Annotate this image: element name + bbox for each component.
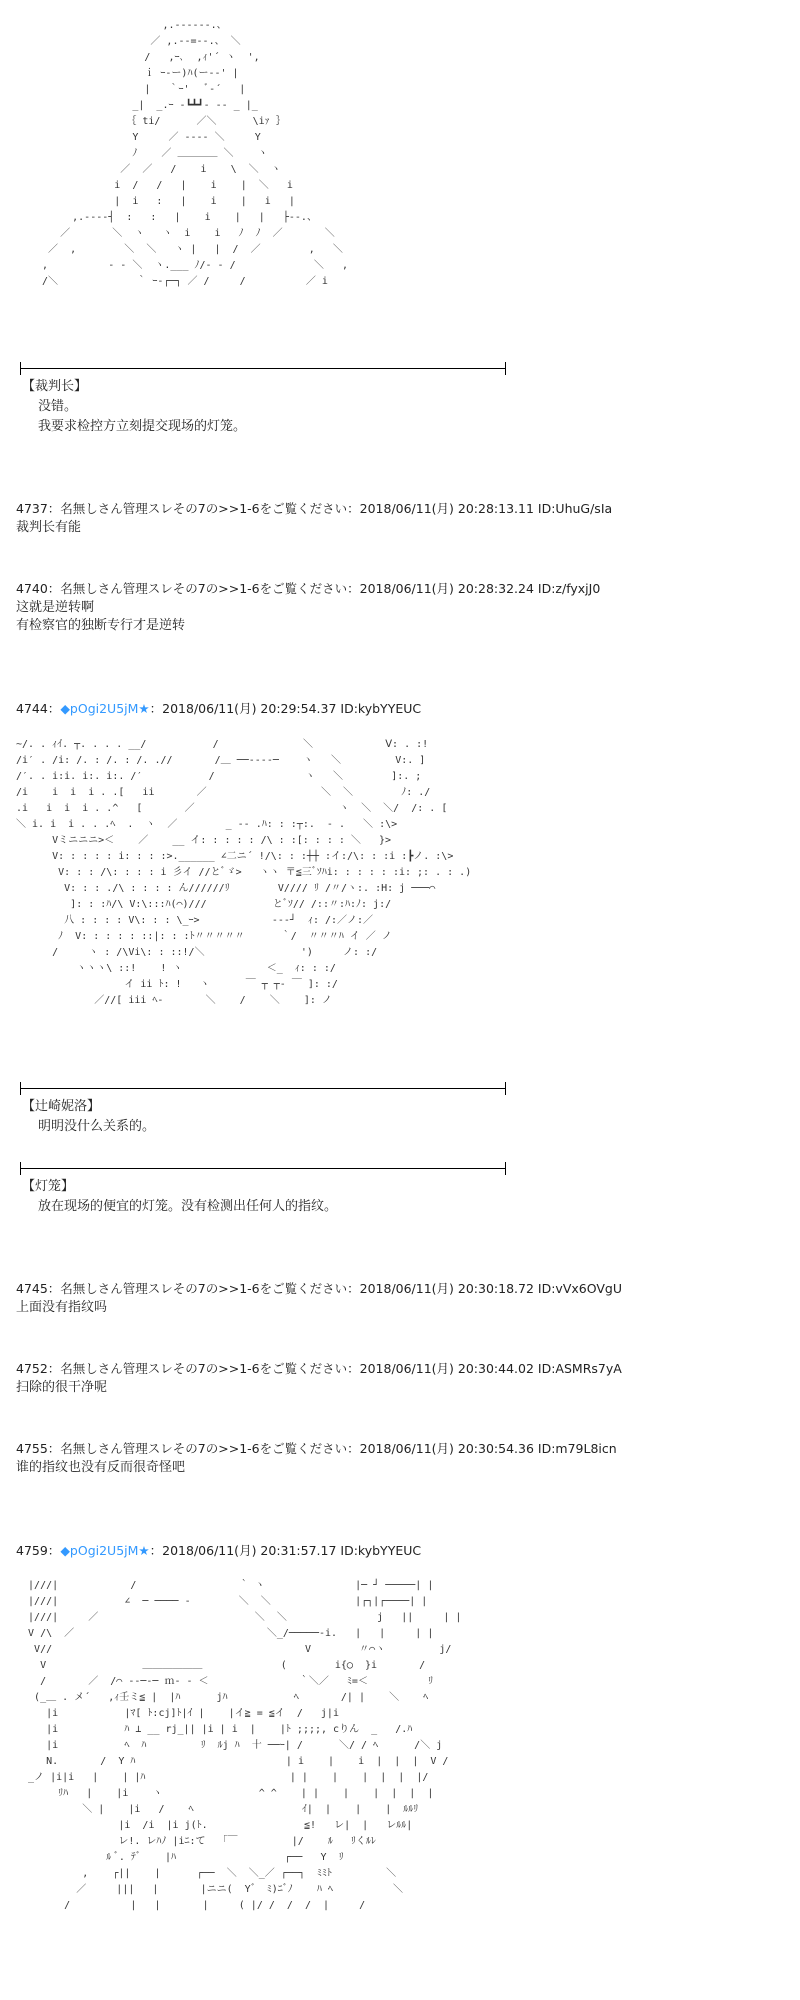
post-body: 有检察官的独断专行才是逆转 [16, 618, 186, 633]
post-meta: ：2018/06/11(月) 20:29:54.37 ID:kybYYEUC [149, 701, 422, 716]
speaker-label: 【裁判长】 [22, 379, 88, 394]
post-header: 4752：名無しさん管理スレその7の>>1-6をご覧ください：2018/06/11(月) 20:30:44.02 ID:ASMRs7yA [16, 1361, 622, 1376]
star-icon: ★ [138, 701, 150, 716]
divider-rule [20, 1168, 506, 1169]
speaker-label: 【辻崎妮洛】 [22, 1099, 101, 1114]
dialogue-line: 没错。 [38, 399, 78, 414]
post-number: 4759： [16, 1543, 61, 1558]
ascii-art-character: |///| / ｀ ヽ |─ ┘ ─────| | |///| ∠ ─ ──── ‐ ＼ ＼ |┌┐|┌────| | |///| ／ ＼ ＼ j || | | V /\ ／ ＼_/─────‐i. | | | | V// V 〃⌒ヽ j/ V ＿＿＿＿＿＿ ( i{◯ }i / / ／ /⌒ ‐‐─‐─ ｍ‐ ‐ ＜ ｀＼／ ﾐ=＜ ﾘ (_＿ . メ´ ,ｨ壬ミ≦ | |ﾊ jﾊ ﾍ /| | ＼ ﾍ |i |ﾏ[ ﾄ:cj]ﾄ|ｲ | |イ≧ = ≦イ / j|i |i ﾊ ⊥ __ rj_|| |i | i | |ﾄ ;;;;, cりん _ /.ﾊ |i ﾍ ﾊ ﾘ ﾙj ﾊ 十 ──ｰ| / ＼/ / ﾍ /＼ j N. / Y ﾊ | i | i | | | V / _ノ |i|i | | |ﾊ | | | | | | |/ ﾘﾊ | |i ヽ ^ ^ | | | | | | | ＼ | |i / ﾍ ｲ| | | | ﾙﾙﾘ |i /i |i j(ﾄ. ≦! レ| | レﾙﾙ| レ!. レﾊﾉ |iﾆ:て 「￣ |/ ﾙ ﾘくﾙﾚ ﾙ ﾞ. ﾃﾞ |ﾊ ┌── Y ﾘ , ┌|| | ┌── ＼ ＼_／ ┌──┐ ﾐﾐﾄ ＼ ／ ||| | |ニニ( Y゛ ﾐ)ﾆﾞﾉ ﾊ ﾍ ＼ / | | | ( |/ / / / | / [28, 1580, 462, 1911]
post-body: 这就是逆转啊 [16, 600, 95, 615]
author-post-header [16, 700, 421, 718]
post-header: 4737：名無しさん管理スレその7の>>1-6をご覧ください：2018/06/11(月) 20:28:13.11 ID:UhuG/sIa [16, 501, 613, 516]
post-header: 4745：名無しさん管理スレその7の>>1-6をご覧ください：2018/06/11(月) 20:30:18.72 ID:vVx6OVgU [16, 1281, 622, 1296]
author-trip: ◆pOgi2U5jM [60, 701, 139, 716]
post-meta: ：2018/06/11(月) 20:31:57.17 ID:kybYYEUC [149, 1543, 422, 1558]
author-trip: ◆pOgi2U5jM [60, 1543, 139, 1558]
dialogue-line: 放在现场的便宜的灯笼。没有检测出任何人的指纹。 [38, 1199, 338, 1214]
author-post-header [16, 1542, 421, 1560]
post-header: 4755：名無しさん管理スレその7の>>1-6をご覧ください：2018/06/11(月) 20:30:54.36 ID:m79L8icn [16, 1441, 617, 1456]
dialogue-line: 明明没什么关系的。 [38, 1119, 156, 1134]
ascii-art-judge: ,.-‐‐‐‐-.、 ／ ,.-‐=‐-.、 ＼ / ,ｰ､ ,ｨ'´ ヽ ', ｉ ｰ‐ー)ﾊ(ー‐‐' | | ｀ｰ' ﾞ‐´ | _| _.ｰ ‐┗┻┛‐ ‐- _ |_ ｛ ti/ ／＼ \iｧ ｝ Y ／ ‐‐‐‐ ＼ Y ﾉ ／ ＿＿＿＿ ＼ ヽ ／ ／ / i \ ＼ ヽ i / / | i | ＼ i | i : | i | i | ,.---‐┤ : : | i | | ├‐-.、 ／ ＼ ヽ ヽ i i ﾉ ﾉ ／ ＼ ／ , ＼ ＼ ヽ | | / ／ , ＼ , ‐ ‐ ＼ ヽ.___ ﾉ/‐ ‐ / ＼ , /＼ ｀ ｰ-┌─┐ ／ / / ／ i [42, 20, 348, 287]
post-body: 谁的指纹也没有反而很奇怪吧 [16, 1460, 186, 1475]
divider-rule [20, 368, 506, 369]
ascii-art-girl: ~/. . ｨｲ. ┬. . . . __/ / ＼ Ⅴ: . :! /i′ . /i: /. : /. : /. .// /＿ ──‐‐‐‐─ ヽ ＼ V:. ] /′. . i:i. i:. i:. /′ / ヽ ＼ ]:. ; /i i i i . .[ ii ／ ＼ ＼ ﾉ: ./ .i i i i . .^ [ ／ ヽ ＼ ＼/ /: . [ ＼ i. i i . . .ﾍ . ヽ ／ _ ‐‐ .ﾊ: : :┬:. ‐ . ＼ :\> Vミニニニ>＜ ／ __ イ: : : : : /\ : :[: : : : ＼ }> V: : : : : i: : : :>.______ ∠二ニ´ !/\: : :┼┼ :イ:/\: : :i :┣ノ. :\> V: : : /\: : : : i 彡イ //とﾞゞ> ヽヽ 〒≦三ﾞｿﾊi: : : : : :i: ;: . : .) V: : : ./\ : : : : ん//////ﾘ V//// ﾘ /〃/ヽ:. :H: j ───⌒ ]: : :ﾊ/\ V:\:::ﾊ(⌒)/// とﾞｿ// /::〃:ﾊ:ﾉ: j:/ 八 : : : : V\: : : \_ｰ> ‐‐‐┘ ｨ: /:／ノ:／ ﾉ V: : : : : ::|: : :ﾄ〃〃〃〃〃 ｀/ 〃〃〃ﾊ イ ／ ノ / ヽ : /\Vi\: : ::!/＼ ') ノ: :/ ヽヽヽ\ ::! ! ヽ ＜_ ｨ: : :/ イ ii ﾄ: ! ヽ ￣ ┬ ┬‐ ￣ ]: :/ ／//[ iii ﾍ‐ ＼ / ＼ ]: ノ [16, 739, 472, 1006]
post-body: 扫除的很干净呢 [16, 1380, 108, 1395]
post-body: 裁判长有能 [16, 520, 82, 535]
post-number: 4744： [16, 701, 61, 716]
post-header: 4740：名無しさん管理スレその7の>>1-6をご覧ください：2018/06/11(月) 20:28:32.24 ID:z/fyxjJ0 [16, 581, 601, 596]
dialogue-line: 我要求检控方立刻提交现场的灯笼。 [38, 419, 247, 434]
star-icon: ★ [138, 1543, 150, 1558]
post-body: 上面没有指纹吗 [16, 1300, 108, 1315]
speaker-label: 【灯笼】 [22, 1179, 75, 1194]
divider-rule [20, 1088, 506, 1089]
